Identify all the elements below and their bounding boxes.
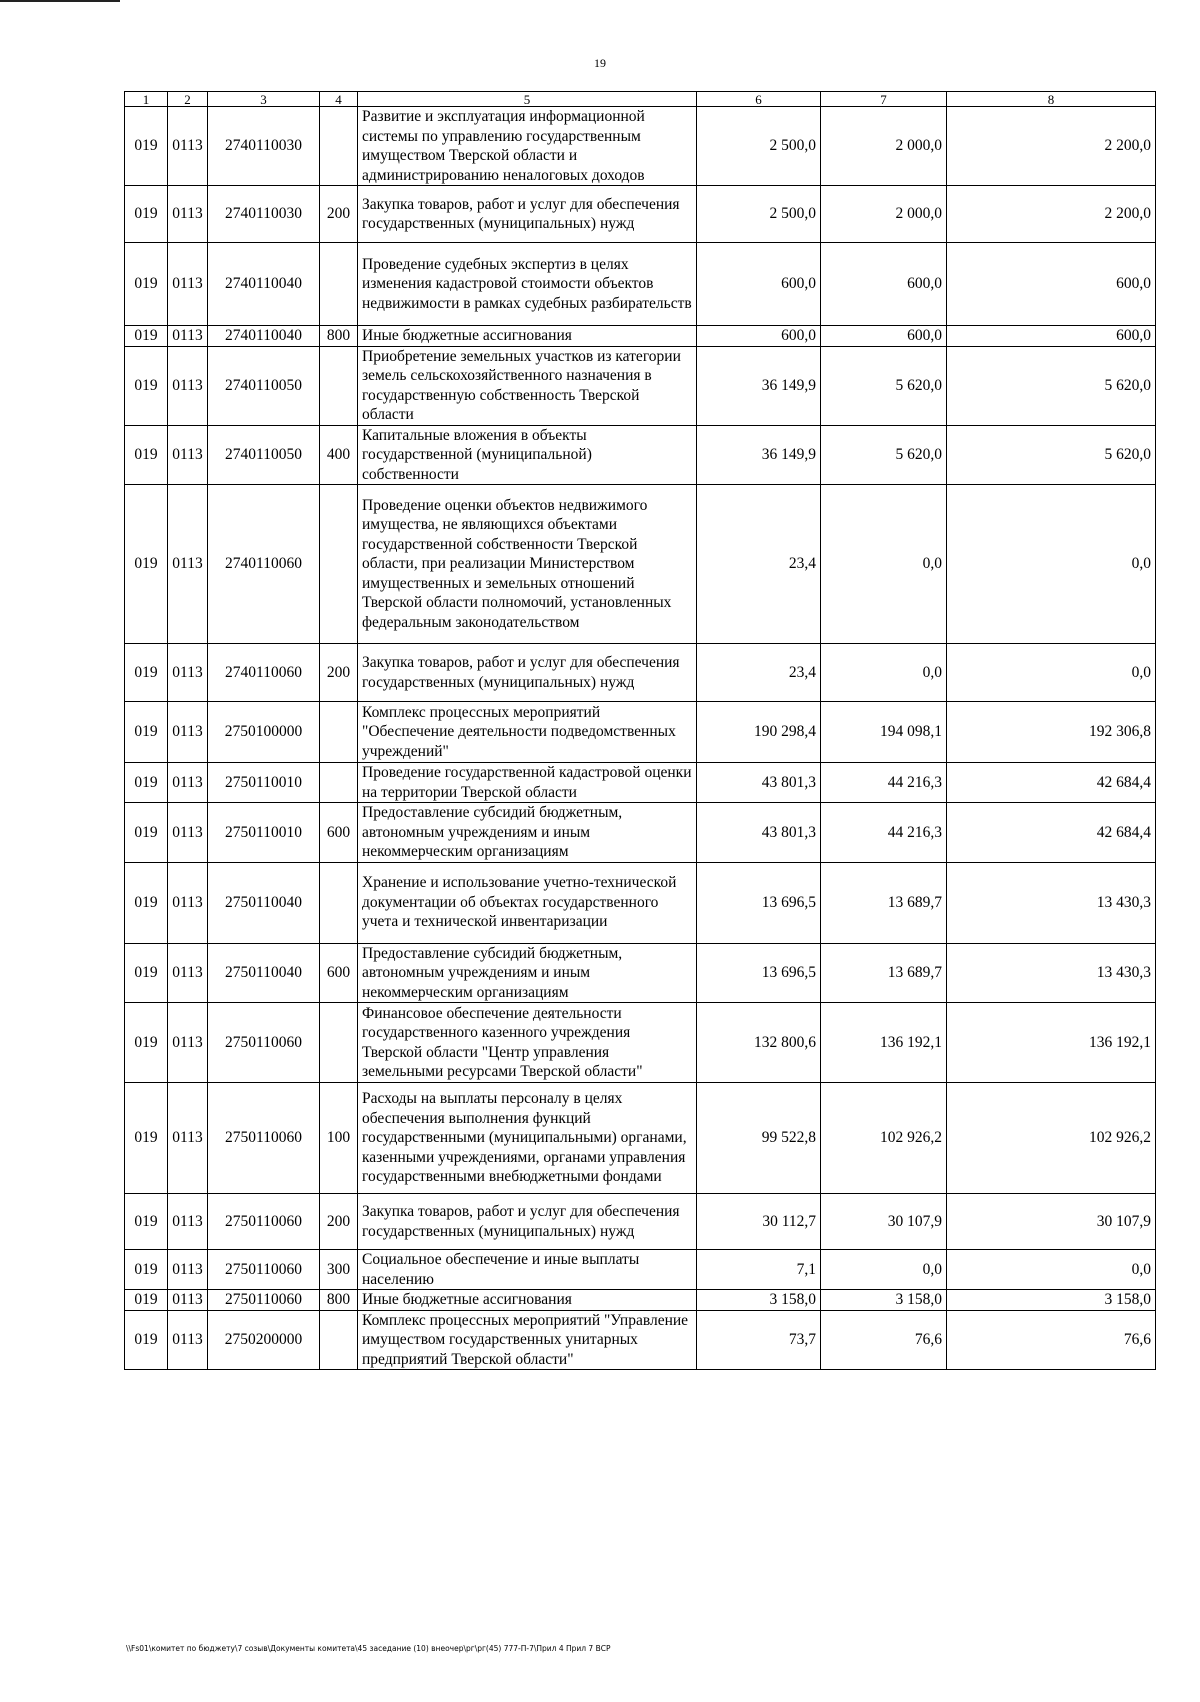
cell-chapter-code: 019 (125, 485, 168, 644)
cell-expense-type (320, 1003, 358, 1083)
cell-chapter-code: 019 (125, 243, 168, 326)
cell-section-code: 0113 (168, 186, 208, 243)
cell-description: Иные бюджетные ассигнования (358, 1290, 697, 1311)
cell-amount-col7: 2 000,0 (821, 186, 947, 243)
cell-description: Развитие и эксплуатация информационной системы по управлению государственным имуществом Тверской области и администрированию неналоговых доходов (358, 107, 697, 186)
cell-amount-col8: 600,0 (947, 243, 1156, 326)
table-row (125, 644, 1156, 702)
cell-description: Комплекс процессных мероприятий "Обеспечение деятельности подведомственных учреждений" (358, 702, 697, 763)
cell-amount-col8: 13 430,3 (947, 862, 1156, 943)
cell-target-article: 2750200000 (208, 1310, 320, 1370)
cell-expense-type (320, 346, 358, 425)
cell-amount-col8: 0,0 (947, 644, 1156, 702)
cell-target-article: 2750110060 (208, 1003, 320, 1083)
cell-target-article: 2740110030 (208, 186, 320, 243)
column-header: 5 (358, 92, 697, 107)
cell-chapter-code: 019 (125, 1003, 168, 1083)
cell-amount-col7: 44 216,3 (821, 803, 947, 863)
cell-amount-col6: 13 696,5 (697, 862, 821, 943)
cell-expense-type: 200 (320, 1194, 358, 1250)
cell-target-article: 2750110040 (208, 943, 320, 1003)
cell-target-article: 2740110050 (208, 425, 320, 485)
cell-expense-type: 100 (320, 1083, 358, 1194)
cell-amount-col8: 136 192,1 (947, 1003, 1156, 1083)
cell-amount-col7: 5 620,0 (821, 425, 947, 485)
cell-expense-type (320, 702, 358, 763)
cell-amount-col6: 99 522,8 (697, 1083, 821, 1194)
cell-amount-col6: 23,4 (697, 485, 821, 644)
cell-target-article: 2750100000 (208, 702, 320, 763)
cell-amount-col8: 42 684,4 (947, 763, 1156, 803)
cell-expense-type: 800 (320, 326, 358, 347)
cell-amount-col8: 600,0 (947, 326, 1156, 347)
cell-amount-col6: 132 800,6 (697, 1003, 821, 1083)
cell-section-code: 0113 (168, 644, 208, 702)
cell-chapter-code: 019 (125, 186, 168, 243)
cell-expense-type (320, 243, 358, 326)
cell-amount-col6: 30 112,7 (697, 1194, 821, 1250)
cell-amount-col6: 73,7 (697, 1310, 821, 1370)
cell-amount-col6: 2 500,0 (697, 186, 821, 243)
cell-amount-col7: 194 098,1 (821, 702, 947, 763)
cell-target-article: 2750110060 (208, 1083, 320, 1194)
cell-amount-col8: 0,0 (947, 485, 1156, 644)
cell-amount-col7: 13 689,7 (821, 943, 947, 1003)
cell-chapter-code: 019 (125, 107, 168, 186)
cell-description: Комплекс процессных мероприятий "Управление имуществом государственных унитарных предприятий Тверской области" (358, 1310, 697, 1370)
cell-description: Расходы на выплаты персоналу в целях обеспечения выполнения функций государственными (муниципальными) органами, казенными учреждениями, органами управления государственными внебюджетными фондами (358, 1083, 697, 1194)
table-body (125, 107, 1156, 1370)
cell-expense-type (320, 107, 358, 186)
cell-target-article: 2740110030 (208, 107, 320, 186)
cell-section-code: 0113 (168, 346, 208, 425)
column-header: 3 (208, 92, 320, 107)
cell-chapter-code: 019 (125, 1194, 168, 1250)
table-row (125, 485, 1156, 644)
cell-section-code: 0113 (168, 326, 208, 347)
cell-chapter-code: 019 (125, 425, 168, 485)
cell-section-code: 0113 (168, 1250, 208, 1290)
cell-target-article: 2740110040 (208, 326, 320, 347)
cell-amount-col7: 13 689,7 (821, 862, 947, 943)
cell-amount-col7: 0,0 (821, 644, 947, 702)
cell-expense-type: 300 (320, 1250, 358, 1290)
cell-amount-col7: 2 000,0 (821, 107, 947, 186)
cell-amount-col6: 36 149,9 (697, 425, 821, 485)
cell-amount-col7: 102 926,2 (821, 1083, 947, 1194)
cell-expense-type (320, 1310, 358, 1370)
cell-amount-col7: 0,0 (821, 485, 947, 644)
cell-amount-col7: 3 158,0 (821, 1290, 947, 1311)
table-row (125, 1003, 1156, 1083)
cell-description: Социальное обеспечение и иные выплаты населению (358, 1250, 697, 1290)
cell-amount-col6: 43 801,3 (697, 803, 821, 863)
column-header: 2 (168, 92, 208, 107)
column-header: 8 (947, 92, 1156, 107)
cell-description: Проведение оценки объектов недвижимого имущества, не являющихся объектами государственной собственности Тверской области, при реализации Министерством имущественных и земельных отношений Тверской области полномочий, установленных федеральным законодательством (358, 485, 697, 644)
table-row (125, 943, 1156, 1003)
cell-amount-col6: 600,0 (697, 326, 821, 347)
cell-section-code: 0113 (168, 1290, 208, 1311)
cell-target-article: 2750110060 (208, 1194, 320, 1250)
table-row (125, 803, 1156, 863)
cell-description: Закупка товаров, работ и услуг для обеспечения государственных (муниципальных) нужд (358, 186, 697, 243)
cell-section-code: 0113 (168, 702, 208, 763)
cell-amount-col7: 76,6 (821, 1310, 947, 1370)
cell-description: Предоставление субсидий бюджетным, автономным учреждениям и иным некоммерческим организациям (358, 943, 697, 1003)
cell-amount-col8: 5 620,0 (947, 425, 1156, 485)
cell-section-code: 0113 (168, 943, 208, 1003)
scan-artifact-line (0, 0, 120, 2)
cell-description: Предоставление субсидий бюджетным, автономным учреждениям и иным некоммерческим организациям (358, 803, 697, 863)
column-header: 6 (697, 92, 821, 107)
cell-target-article: 2750110060 (208, 1250, 320, 1290)
table-row (125, 425, 1156, 485)
cell-expense-type (320, 862, 358, 943)
cell-amount-col7: 5 620,0 (821, 346, 947, 425)
cell-chapter-code: 019 (125, 763, 168, 803)
cell-amount-col8: 0,0 (947, 1250, 1156, 1290)
column-header: 1 (125, 92, 168, 107)
cell-description: Капитальные вложения в объекты государственной (муниципальной) собственности (358, 425, 697, 485)
cell-amount-col6: 2 500,0 (697, 107, 821, 186)
cell-amount-col8: 2 200,0 (947, 107, 1156, 186)
cell-amount-col6: 43 801,3 (697, 763, 821, 803)
footer-file-path: \\Fs01\комитет по бюджету\7 созыв\Документы комитета\45 заседание (10) внеочер\рг\рг(45) 777-П-7\Прил 4 Прил 7 ВСР (126, 1644, 611, 1653)
cell-amount-col6: 36 149,9 (697, 346, 821, 425)
cell-expense-type: 200 (320, 644, 358, 702)
cell-description: Финансовое обеспечение деятельности государственного казенного учреждения Тверской области "Центр управления земельными ресурсами Тверской области" (358, 1003, 697, 1083)
cell-description: Закупка товаров, работ и услуг для обеспечения государственных (муниципальных) нужд (358, 1194, 697, 1250)
cell-section-code: 0113 (168, 485, 208, 644)
column-header: 7 (821, 92, 947, 107)
cell-target-article: 2750110010 (208, 763, 320, 803)
cell-chapter-code: 019 (125, 702, 168, 763)
cell-section-code: 0113 (168, 243, 208, 326)
table-row (125, 763, 1156, 803)
header-row (125, 92, 1156, 107)
cell-chapter-code: 019 (125, 644, 168, 702)
cell-amount-col6: 13 696,5 (697, 943, 821, 1003)
cell-description: Проведение государственной кадастровой оценки на территории Тверской области (358, 763, 697, 803)
cell-amount-col8: 5 620,0 (947, 346, 1156, 425)
cell-target-article: 2750110040 (208, 862, 320, 943)
table-row (125, 1194, 1156, 1250)
cell-expense-type: 600 (320, 803, 358, 863)
cell-amount-col7: 30 107,9 (821, 1194, 947, 1250)
cell-chapter-code: 019 (125, 862, 168, 943)
table-row (125, 1310, 1156, 1370)
cell-amount-col7: 44 216,3 (821, 763, 947, 803)
table-row (125, 1290, 1156, 1311)
cell-chapter-code: 019 (125, 943, 168, 1003)
cell-description: Иные бюджетные ассигнования (358, 326, 697, 347)
cell-target-article: 2750110010 (208, 803, 320, 863)
cell-chapter-code: 019 (125, 1083, 168, 1194)
cell-section-code: 0113 (168, 862, 208, 943)
table-row (125, 107, 1156, 186)
budget-table (124, 91, 1156, 1370)
cell-chapter-code: 019 (125, 1310, 168, 1370)
cell-chapter-code: 019 (125, 1250, 168, 1290)
cell-amount-col7: 600,0 (821, 326, 947, 347)
cell-chapter-code: 019 (125, 346, 168, 425)
table-row (125, 862, 1156, 943)
cell-section-code: 0113 (168, 1003, 208, 1083)
cell-amount-col8: 13 430,3 (947, 943, 1156, 1003)
table-row (125, 186, 1156, 243)
cell-amount-col8: 76,6 (947, 1310, 1156, 1370)
cell-amount-col8: 2 200,0 (947, 186, 1156, 243)
cell-amount-col8: 192 306,8 (947, 702, 1156, 763)
cell-chapter-code: 019 (125, 326, 168, 347)
cell-amount-col8: 42 684,4 (947, 803, 1156, 863)
cell-expense-type: 800 (320, 1290, 358, 1311)
cell-amount-col7: 136 192,1 (821, 1003, 947, 1083)
cell-expense-type: 200 (320, 186, 358, 243)
cell-amount-col6: 190 298,4 (697, 702, 821, 763)
cell-amount-col7: 0,0 (821, 1250, 947, 1290)
cell-section-code: 0113 (168, 803, 208, 863)
cell-description: Приобретение земельных участков из категории земель сельскохозяйственного назначения в государственную собственность Тверской области (358, 346, 697, 425)
cell-expense-type (320, 485, 358, 644)
cell-amount-col6: 600,0 (697, 243, 821, 326)
cell-amount-col6: 7,1 (697, 1250, 821, 1290)
cell-amount-col8: 3 158,0 (947, 1290, 1156, 1311)
table-row (125, 1250, 1156, 1290)
cell-expense-type: 600 (320, 943, 358, 1003)
cell-description: Закупка товаров, работ и услуг для обеспечения государственных (муниципальных) нужд (358, 644, 697, 702)
cell-expense-type (320, 763, 358, 803)
column-header: 4 (320, 92, 358, 107)
cell-section-code: 0113 (168, 107, 208, 186)
cell-chapter-code: 019 (125, 803, 168, 863)
cell-target-article: 2740110050 (208, 346, 320, 425)
cell-amount-col6: 3 158,0 (697, 1290, 821, 1311)
cell-amount-col6: 23,4 (697, 644, 821, 702)
cell-target-article: 2740110040 (208, 243, 320, 326)
cell-description: Хранение и использование учетно-технической документации об объектах государственного учета и технической инвентаризации (358, 862, 697, 943)
cell-target-article: 2740110060 (208, 644, 320, 702)
table-row (125, 1083, 1156, 1194)
cell-amount-col8: 102 926,2 (947, 1083, 1156, 1194)
table-row (125, 326, 1156, 347)
table-row (125, 243, 1156, 326)
cell-section-code: 0113 (168, 1083, 208, 1194)
cell-section-code: 0113 (168, 763, 208, 803)
cell-expense-type: 400 (320, 425, 358, 485)
cell-amount-col7: 600,0 (821, 243, 947, 326)
page-number: 19 (594, 56, 606, 70)
cell-section-code: 0113 (168, 1194, 208, 1250)
cell-target-article: 2740110060 (208, 485, 320, 644)
table-row (125, 702, 1156, 763)
cell-description: Проведение судебных экспертиз в целях изменения кадастровой стоимости объектов недвижимости в рамках судебных разбирательств (358, 243, 697, 326)
cell-chapter-code: 019 (125, 1290, 168, 1311)
cell-amount-col8: 30 107,9 (947, 1194, 1156, 1250)
cell-section-code: 0113 (168, 1310, 208, 1370)
table-row (125, 346, 1156, 425)
cell-section-code: 0113 (168, 425, 208, 485)
cell-target-article: 2750110060 (208, 1290, 320, 1311)
